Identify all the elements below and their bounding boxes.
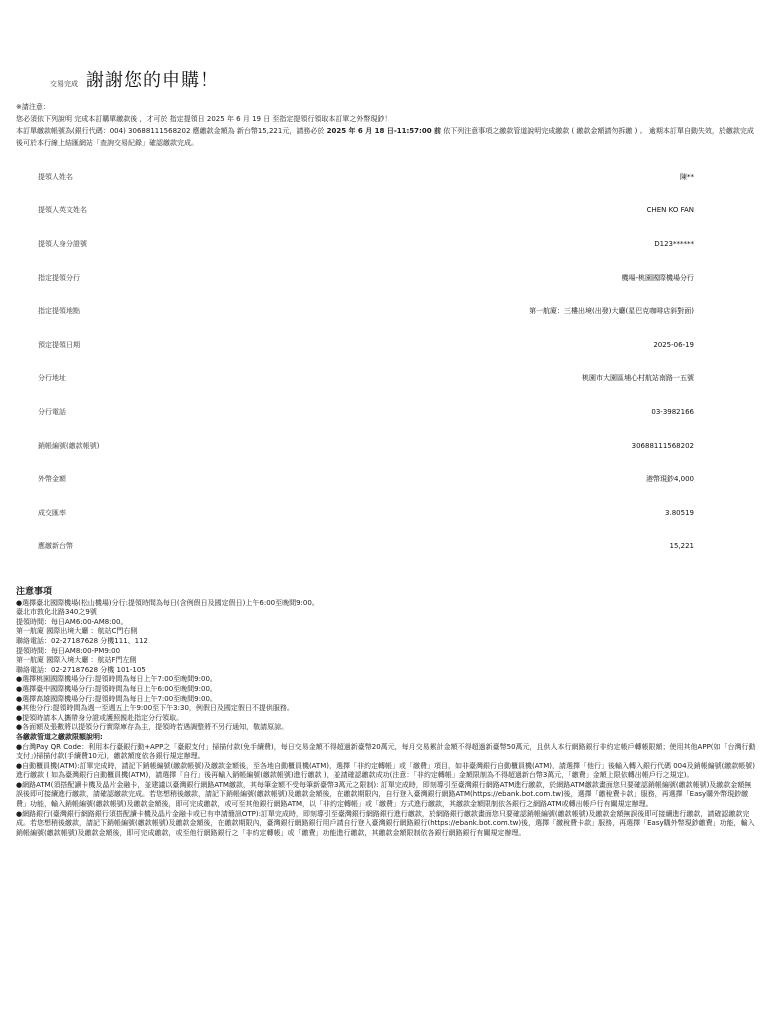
detail-row <box>38 429 694 463</box>
payment-method-paragraph: ●網路銀行(臺灣銀行網路銀行須搭配讀卡機及晶片金融卡或已有申請簡訊OTP):訂單完成時，即刻導引至臺灣銀行網路銀行進行繳款，於網路銀行繳款畫面您只要確認銷帳編號(繳款帳號)及繳款金額無誤後即可接續進行繳款，請確認繳款完成。若您想稍後繳款，請記下銷帳編號(繳款帳號)及繳款金額後，在繳款期限內，臺灣銀行網路銀行用戶請自行登入臺灣銀行網路銀行(https://ebank.bot.com.tw)後，選擇「繳稅費卡款」服務，再選擇「Easy購外幣現鈔繳費」功能，輸入銷帳編號(繳款帳號)及繳款金額後，即可完成繳款，或至他行網路銀行之「非約定轉帳」或「繳費」功能進行繳款，其繳款金額限制依各銀行網路銀行有關規定辦理。 <box>16 809 755 837</box>
notes-title: 注意事項 <box>16 587 53 597</box>
detail-row <box>38 227 694 261</box>
detail-label: 預定提領日期 <box>38 340 80 349</box>
detail-row <box>38 530 694 564</box>
detail-row <box>38 362 694 396</box>
detail-row <box>38 160 694 194</box>
detail-label: 分行地址 <box>38 374 66 383</box>
transaction-status: 交易完成 <box>50 80 78 88</box>
notes-line: 第一航廈 國際入境大廳 ：航站F門左側 <box>16 656 137 665</box>
detail-value: D123****** <box>654 239 694 248</box>
payment-deadline: 2025 年 6 月 18 日-11:57:00 前 <box>326 127 442 135</box>
notes-line: 提領時間：每日AM8:00-PM9:00 <box>16 646 121 655</box>
notes-line: ●其他分行:提領時間為週一至週五上午9:00至下午3:30，例假日及國定假日不提供服務。 <box>16 704 294 713</box>
detail-label: 銷帳編號(繳款帳號) <box>38 441 100 450</box>
detail-row <box>38 194 694 228</box>
notes-line: 聯絡電話：02-27187628 分機111、112 <box>16 636 149 645</box>
notes-line: 提領時間：每日AM6:00-AM8:00。 <box>16 617 128 626</box>
notes-line: ●提領時請本人攜帶身分證或護照親赴指定分行領取。 <box>16 713 184 722</box>
intro-notice <box>16 101 756 149</box>
payment-method-paragraph: ●台灣Pay QR Code：利用本行臺銀行動+APP之「臺銀支付」掃描付款(免手續費)，每日交易金額不得超過新臺幣20萬元，每月交易累計金額不得超過新臺幣50萬元，且供人本行網路銀行非約定帳戶轉帳限額；使用其他APP(如「台灣行動支付」)掃描付款(手續費10元)，繳款額度依各銀行規定辦理。 <box>16 742 756 761</box>
notes-line: 第一航廈 國際出境大廳 ：航站C門右側 <box>16 627 138 636</box>
detail-row <box>38 395 694 429</box>
notes-line: ●選擇臺中國際機場分行:提領時間為每日上午6:00至晚間9:00。 <box>16 684 217 693</box>
detail-label: 提領人英文姓名 <box>38 206 87 215</box>
notes-line: ●選擇高雄國際機場分行:提領時間為每日上午7:00至晚間9:00。 <box>16 694 217 703</box>
detail-value: 2025-06-19 <box>653 340 694 349</box>
detail-row <box>38 462 694 496</box>
notice-line-2c: 依下列注意事項之繳款管道說明完成繳款 ( 繳款金額請勿拆繳 ) 。 逾期本訂單自動失效，於繳款完成後可於本行線上結匯網站「查詢交易紀錄」確認繳款完成。 <box>16 127 754 147</box>
notice-line-1: 您必須依下列說明 完成本訂購單繳款後 ，才可於 指定提領日 2025 年 6 月 19 日 至指定提領行領取本訂單之外幣現鈔！ <box>16 115 392 123</box>
notes-section <box>16 588 756 838</box>
detail-label: 指定提領地點 <box>38 307 80 316</box>
notes-line: ●選擇臺北國際機場(松山機場)分行:提領時間為每日(含例假日及國定假日)上午6:00至晚間9:00。 <box>16 598 319 607</box>
payment-method-paragraph: ●自動櫃員機(ATM):訂單完成時，請記下銷帳編號(繳款帳號)及繳款金額後，至各地自動櫃員機(ATM)，選擇「非約定轉帳」或「繳費」項目，如非臺灣銀行自動櫃員機(ATM)，請選擇「他行」後輸入轉入銀行代碼 004及銷帳編號(繳款帳號)進行繳款 ( 如為臺灣銀行自動櫃員機(ATM)，請選擇「自行」後再輸入銷帳編號(繳款帳號)進行繳款 )，並請確認繳款成功(注意：「非約定轉帳」金額限制為不得超過新台幣3萬元，「繳費」金額上限依轉出帳戶行之規定)。 <box>16 761 756 780</box>
notice-label: ※請注意： <box>16 103 50 111</box>
detail-value: 15,221 <box>669 542 694 551</box>
notes-line: ●各面額及張數將以提領分行實際庫存為主，提領時若遇調整將不另行通知，敬請原諒。 <box>16 723 289 732</box>
notes-line: 聯絡電話：02-27187628 分機 101-105 <box>16 665 146 674</box>
notes-line: ●選擇桃園國際機場分行:提領時間為每日上午7:00至晚間9:00。 <box>16 675 217 684</box>
detail-value: 陳** <box>680 172 694 181</box>
detail-row <box>38 496 694 530</box>
notice-line-2a: 本訂單繳款帳號為(銀行代碼：004) 30688111568202 應繳款金額為 新台幣15,221元，請務必於 <box>16 127 327 135</box>
detail-value: 機場-桃園國際機場分行 <box>621 273 694 282</box>
page-title: 謝謝您的申購！ <box>86 70 219 91</box>
detail-value: 3.80519 <box>665 508 694 517</box>
payment-method-paragraph: ●網路ATM(須搭配讀卡機及晶片金融卡，並建議以臺灣銀行網路ATM繳款，其每筆金額不受每筆新臺幣3萬元之限制): 訂單完成時，即刻導引至臺灣銀行網路ATM進行繳款，於網路ATM繳款畫面您只要確認銷帳編號(繳款帳號)及繳款金額無誤後即可接續進行繳款，請確認繳款完成。若您想稍後繳款，請記下銷帳編號(繳款帳號)及繳款金額後，在繳款期限內，自行登入臺灣銀行網路ATM(https://ebank.bot.com.tw)後，選擇「繳稅費卡款」服務，再選擇「Easy購外幣現鈔繳費」功能，輸入銷帳編號(繳款帳號)及繳款金額後，即可完成繳款，或可至其他銀行網路ATM，以「非約定轉帳」或「繳費」方式進行繳款，其繳款金額限制依各銀行之網路ATM或轉出帳戶行有關規定辦理。 <box>16 780 752 809</box>
detail-label: 成交匯率 <box>38 508 66 517</box>
detail-value: 03-3982166 <box>651 407 694 416</box>
notice-line-2 <box>16 125 756 149</box>
notes-line: 臺北市敦化北路340之9號 <box>16 608 97 617</box>
detail-value: 30688111568202 <box>631 441 694 450</box>
detail-label: 分行電話 <box>38 407 66 416</box>
detail-row <box>38 328 694 362</box>
detail-label: 提領人身分證號 <box>38 239 87 248</box>
payment-limits-title: 各繳款管道之繳款限額說明: <box>16 732 103 741</box>
detail-row <box>38 294 694 328</box>
detail-value: CHEN KO FAN <box>646 206 694 215</box>
detail-label: 提領人姓名 <box>38 172 73 181</box>
detail-label: 指定提領分行 <box>38 273 80 282</box>
detail-value: 港幣現鈔4,000 <box>645 475 694 484</box>
detail-label: 外幣金額 <box>38 475 66 484</box>
detail-label: 應繳新台幣 <box>38 542 73 551</box>
detail-value: 第一航廈：三樓出境(出發)大廳(星巴克咖啡店斜對面) <box>529 307 694 316</box>
detail-row <box>38 261 694 295</box>
page-header <box>50 66 219 92</box>
detail-value: 桃園市大園區埔心村航站南路一五號 <box>582 374 694 383</box>
order-details <box>38 160 694 563</box>
